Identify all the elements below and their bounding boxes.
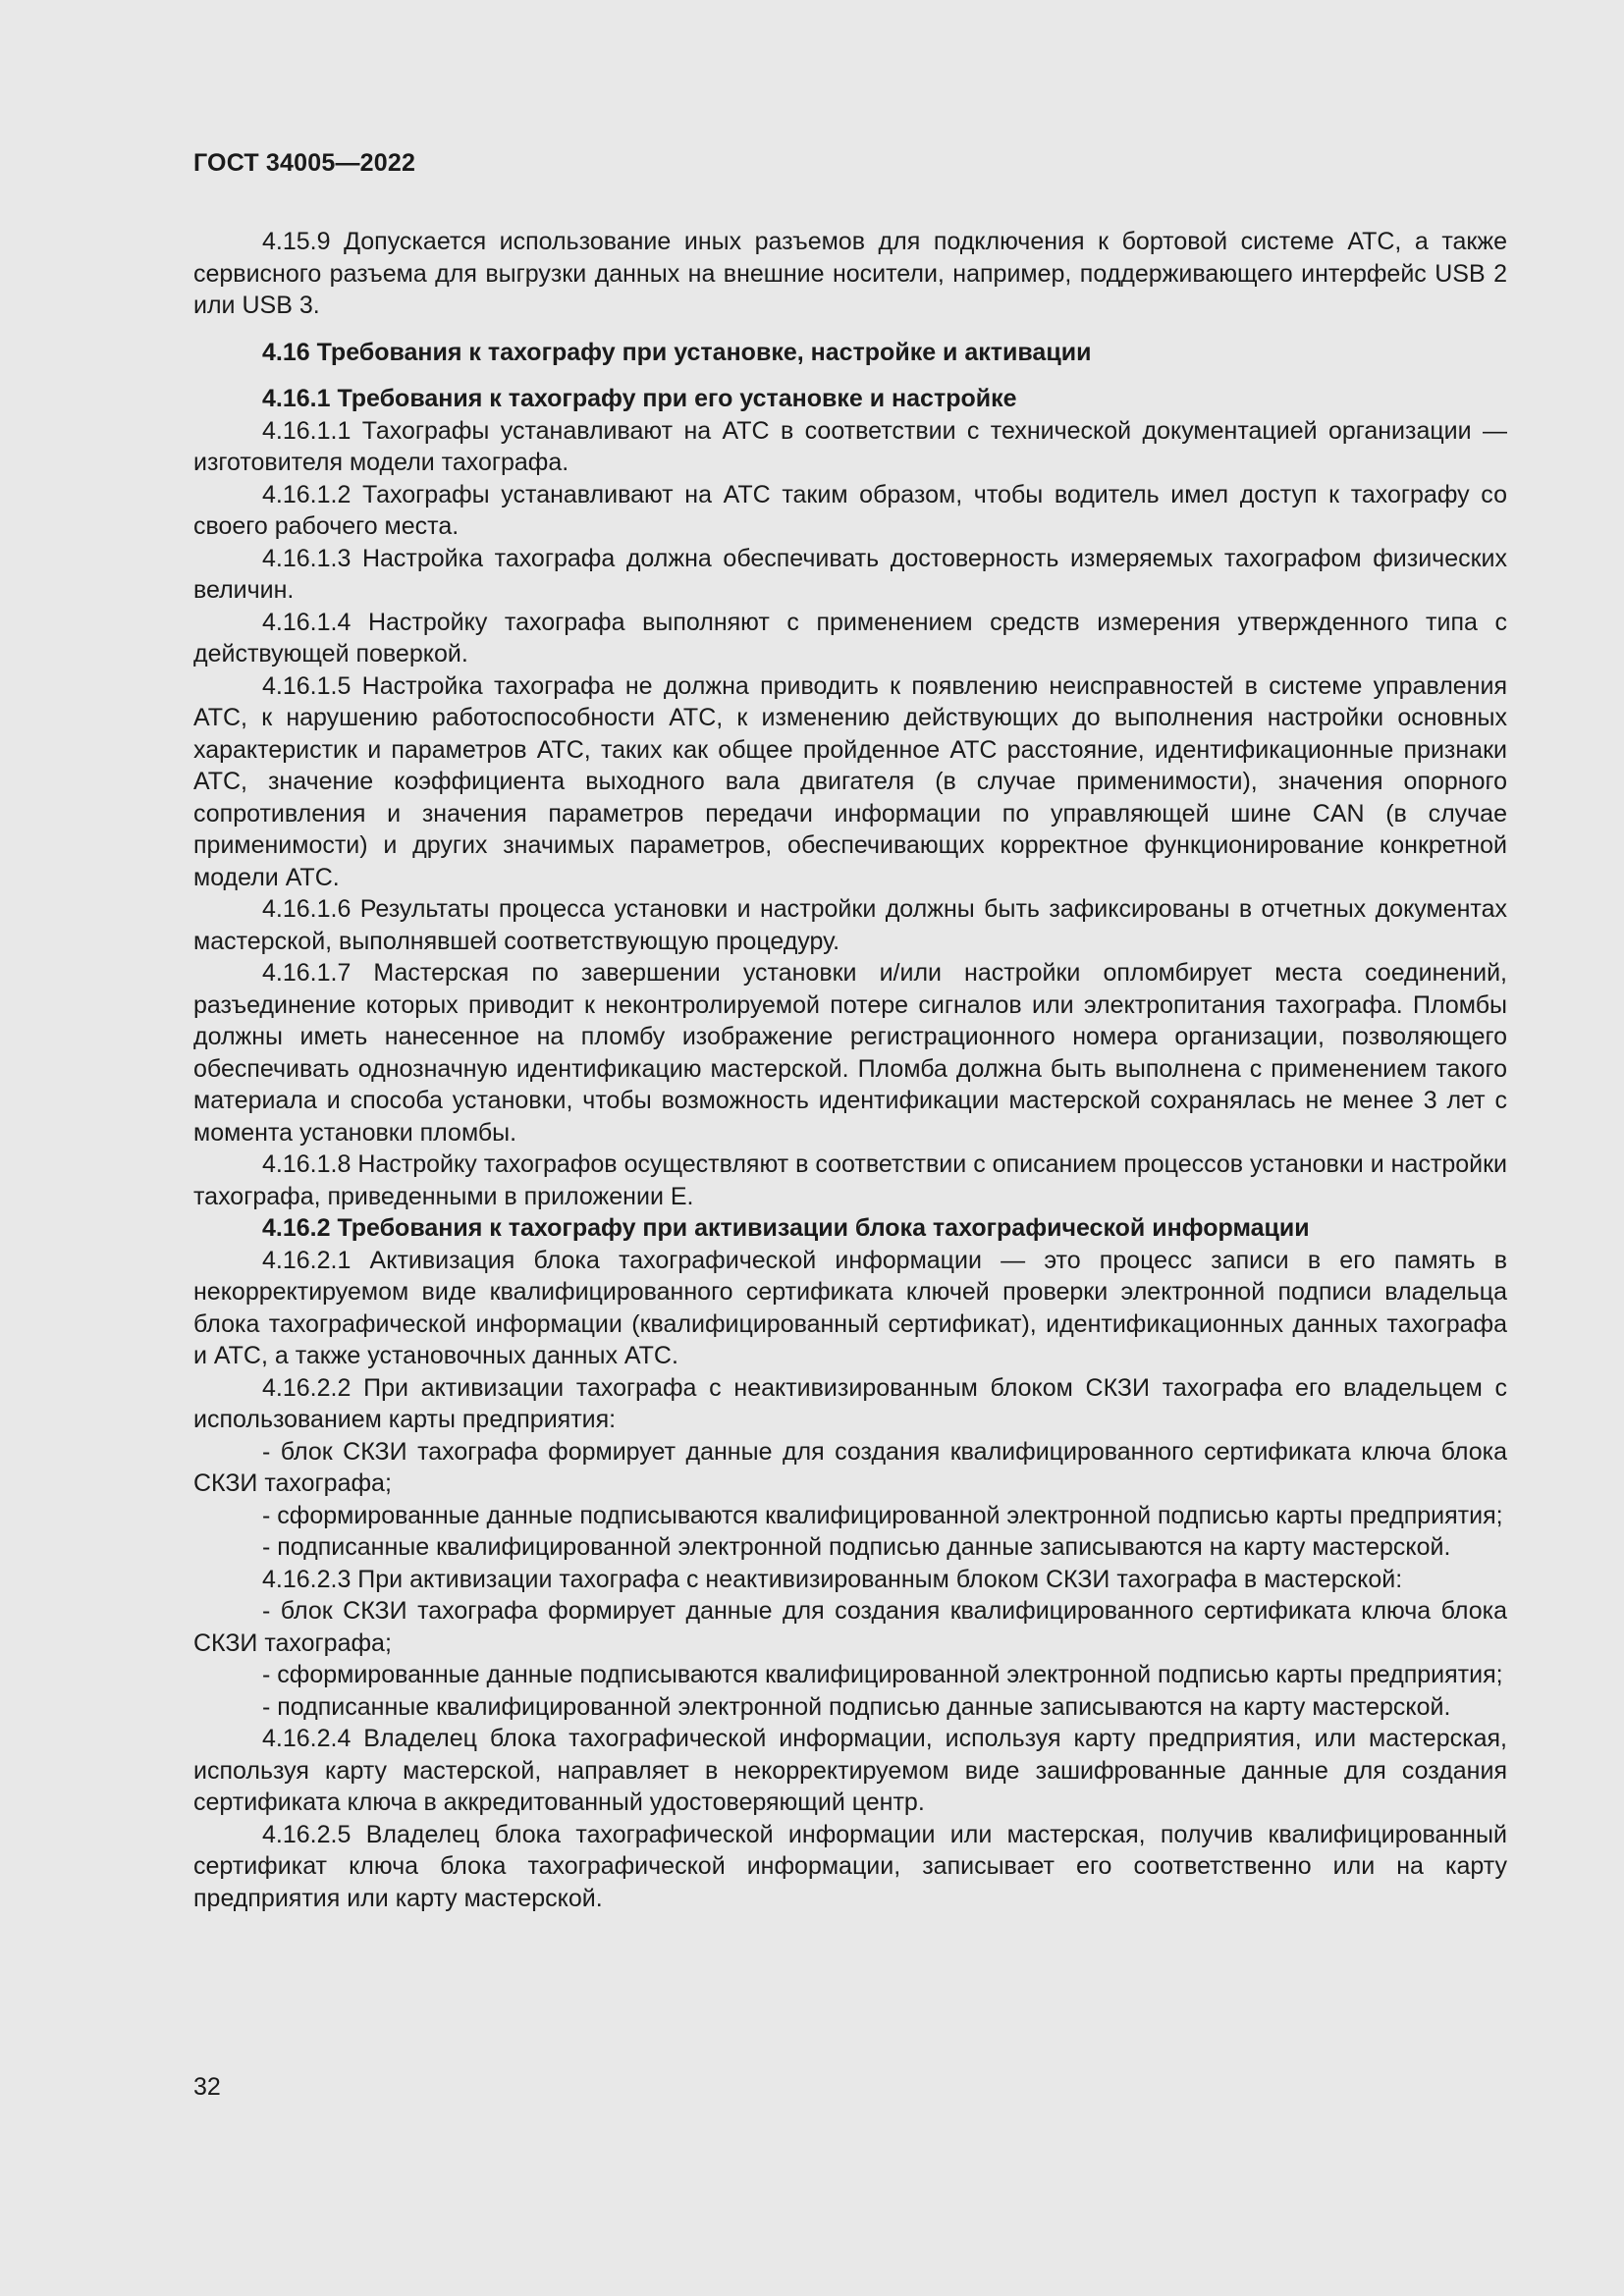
paragraph-4-16-2-4: 4.16.2.4 Владелец блока тахографической информации, используя карту предприятия, или мастерская, используя карту мастерской, направляет в некорректируемом виде зашифрованные данные для создания сертификата ключа в аккредитованный удостоверяющий центр. <box>193 1725 1507 1816</box>
list-item: - подписанные квалифицированной электронной подписью данные записываются на карту мастерской. <box>262 1692 1451 1721</box>
paragraph-4-16-2-1: 4.16.2.1 Активизация блока тахографической информации — это процесс записи в его память в некорректируемом виде квалифицированного сертификата ключей проверки электронной подписи владельца блока тахографической информации (квалифицированный сертификат), идентификационных данных тахографа и АТС, а также установочных данных АТС. <box>193 1246 1507 1369</box>
paragraph-4-16-1-6: 4.16.1.6 Результаты процесса установки и настройки должны быть зафиксированы в отчетных документах мастерской, выполнявшей соответствующую процедуру. <box>193 895 1507 955</box>
paragraph-4-16-2-5: 4.16.2.5 Владелец блока тахографической информации или мастерская, получив квалифицированный сертификат ключа блока тахографической информации, записывает его соответственно или на карту предприятия или карту мастерской. <box>193 1820 1507 1912</box>
paragraph-4-16-1-7: 4.16.1.7 Мастерская по завершении установки и/или настройки опломбирует места соединений, разъединение которых приводит к неконтролируемой потере сигналов или электропитания тахографа. Пломбы должны иметь нанесенное на пломбу изображение регистрационного номера организации, позволяющего обеспечивать однозначную идентификацию мастерской. Пломба должна быть выполнена с применением такого материала и способа установки, чтобы возможность идентификации мастерской сохранялась не менее 3 лет с момента установки пломбы. <box>193 959 1507 1147</box>
subsection-heading-4-16-2: 4.16.2 Требования к тахографу при активизации блока тахографической информации <box>262 1214 1310 1242</box>
document-header: ГОСТ 34005—2022 <box>193 149 416 177</box>
page-number: 32 <box>193 2073 221 2101</box>
list-item: - сформированные данные подписываются квалифицированной электронной подписью карты предприятия; <box>262 1661 1503 1688</box>
paragraph-4-16-1-2: 4.16.1.2 Тахографы устанавливают на АТС таким образом, чтобы водитель имел доступ к тахографу со своего рабочего места. <box>193 480 1507 540</box>
document-body <box>193 226 1507 1914</box>
subsection-heading-4-16-1: 4.16.1 Требования к тахографу при его установке и настройке <box>262 385 1017 412</box>
list-item: - блок СКЗИ тахографа формирует данные для создания квалифицированного сертификата ключа блока СКЗИ тахографа; <box>193 1437 1507 1497</box>
section-heading-4-16: 4.16 Требования к тахографу при установке, настройке и активации <box>262 338 1092 366</box>
paragraph-4-15-9: 4.15.9 Допускается использование иных разъемов для подключения к бортовой системе АТС, а также сервисного разъема для выгрузки данных на внешние носители, например, поддерживающего интерфейс USB 2 или USB 3. <box>193 228 1507 319</box>
paragraph-4-16-1-1: 4.16.1.1 Тахографы устанавливают на АТС в соответствии с технической документацией организации — изготовителя модели тахографа. <box>193 416 1507 476</box>
paragraph-4-16-1-3: 4.16.1.3 Настройка тахографа должна обеспечивать достоверность измеряемых тахографом физических величин. <box>193 544 1507 604</box>
list-item: - блок СКЗИ тахографа формирует данные для создания квалифицированного сертификата ключа блока СКЗИ тахографа; <box>193 1597 1507 1657</box>
paragraph-4-16-1-8: 4.16.1.8 Настройку тахографов осуществляют в соответствии с описанием процессов установки и настройки тахографа, приведенными в приложении Е. <box>193 1150 1507 1210</box>
paragraph-4-16-2-3: 4.16.2.3 При активизации тахографа с неактивизированным блоком СКЗИ тахографа в мастерской: <box>262 1565 1403 1593</box>
paragraph-4-16-1-4: 4.16.1.4 Настройку тахографа выполняют с применением средств измерения утвержденного типа с действующей поверкой. <box>193 608 1507 667</box>
paragraph-4-16-1-5: 4.16.1.5 Настройка тахографа не должна приводить к появлению неисправностей в системе управления АТС, к нарушению работоспособности АТС, к изменению действующих до выполнения настройки основных характеристик и параметров АТС, таких как общее пройденное АТС расстояние, идентификационные признаки АТС, значение коэффициента выходного вала двигателя (в случае применимости), значения опорного сопротивления и значения параметров передачи информации по управляющей шине CAN (в случае применимости) и других значимых параметров, обеспечивающих корректное функционирование конкретной модели АТС. <box>193 671 1507 891</box>
paragraph-4-16-2-2: 4.16.2.2 При активизации тахографа с неактивизированным блоком СКЗИ тахографа его владельцем с использованием карты предприятия: <box>193 1373 1507 1433</box>
list-item: - подписанные квалифицированной электронной подписью данные записываются на карту мастерской. <box>262 1533 1451 1561</box>
list-item: - сформированные данные подписываются квалифицированной электронной подписью карты предприятия; <box>262 1501 1503 1529</box>
